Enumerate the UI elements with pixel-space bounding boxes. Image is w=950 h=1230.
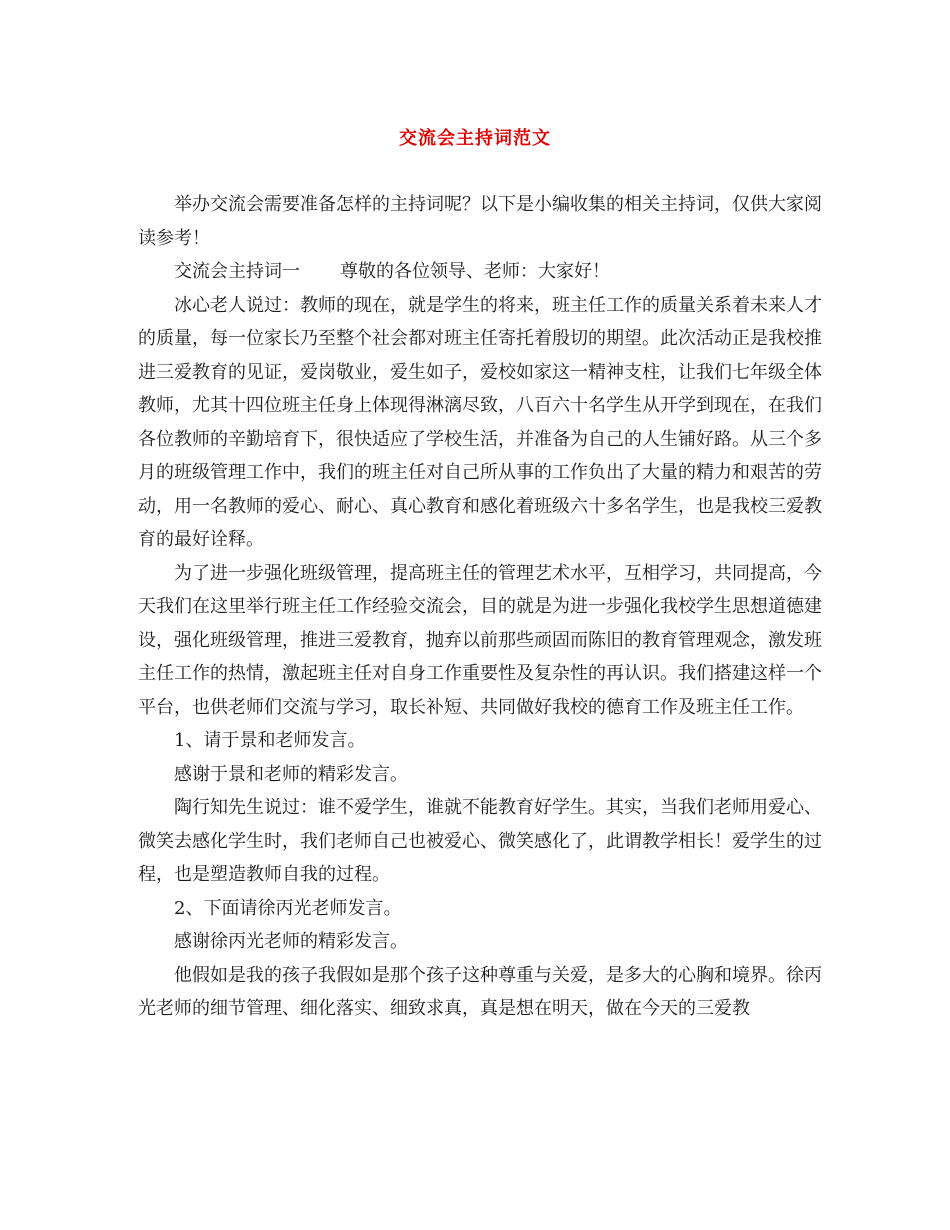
thanks-line: 感谢徐丙光老师的精彩发言。: [174, 931, 408, 952]
document-title: 交流会主持词范文: [399, 128, 551, 149]
document-body: [138, 188, 822, 1026]
greeting-text: 尊敬的各位领导、老师：大家好！: [340, 261, 610, 282]
body-paragraph: 他假如是我的孩子我假如是那个孩子这种尊重与关爱，是多大的心胸和境界。徐丙光老师的细节管理、细化落实、细致求真，真是想在明天，做在今天的三爱教: [138, 964, 822, 1019]
section-heading-paragraph: [138, 255, 822, 289]
thanks-line: 感谢于景和老师的精彩发言。: [174, 763, 408, 785]
body-paragraph: 冰心老人说过：教师的现在，就是学生的将来，班主任工作的质量关系着未来人才的质量，每一位家长乃至整个社会都对班主任寄托着殷切的期望。此次活动正是我校推进三爱教育的见证，爱岗敬业，爱生如子，爱校如家这一精神支柱，让我们七年级全体教师，尤其十四位班主任身上体现得淋漓尽致，八百六十名学生从开学到现在，在我们各位教师的辛勤培育下，很快适应了学校生活，并准备为自己的人生铺好路。从三个多月的班级管理工作中，我们的班主任对自己所从事的工作负出了大量的精力和艰苦的劳动，用一名教师的爱心、耐心、真心教育和感化着班级六十多名学生，也是我校三爱教育的最好诠释。: [138, 294, 822, 550]
intro-paragraph: 举办交流会需要准备怎样的主持词呢？以下是小编收集的相关主持词，仅供大家阅读参考！: [138, 194, 822, 249]
agenda-item: 2、下面请徐丙光老师发言。: [174, 897, 402, 919]
body-paragraph: 陶行知先生说过：谁不爱学生，谁就不能教育好学生。其实，当我们老师用爱心、微笑去感化学生时，我们老师自己也被爱心、微笑感化了，此谓教学相长！爱学生的过程，也是塑造教师自我的过程。: [138, 797, 822, 885]
agenda-item: 1、请于景和老师发言。: [174, 730, 366, 751]
body-paragraph: 为了进一步强化班级管理，提高班主任的管理艺术水平，互相学习，共同提高，今天我们在这里举行班主任工作经验交流会，目的就是为进一步强化我校学生思想道德建设，强化班级管理，推进三爱教育，抛弃以前那些顽固而陈旧的教育管理观念，激发班主任工作的热情，激起班主任对自身工作重要性及复杂性的再认识。我们搭建这样一个平台，也供老师们交流与学习，取长补短、共同做好我校的德育工作及班主任工作。: [138, 562, 822, 718]
section-heading: 交流会主持词一: [174, 261, 300, 282]
